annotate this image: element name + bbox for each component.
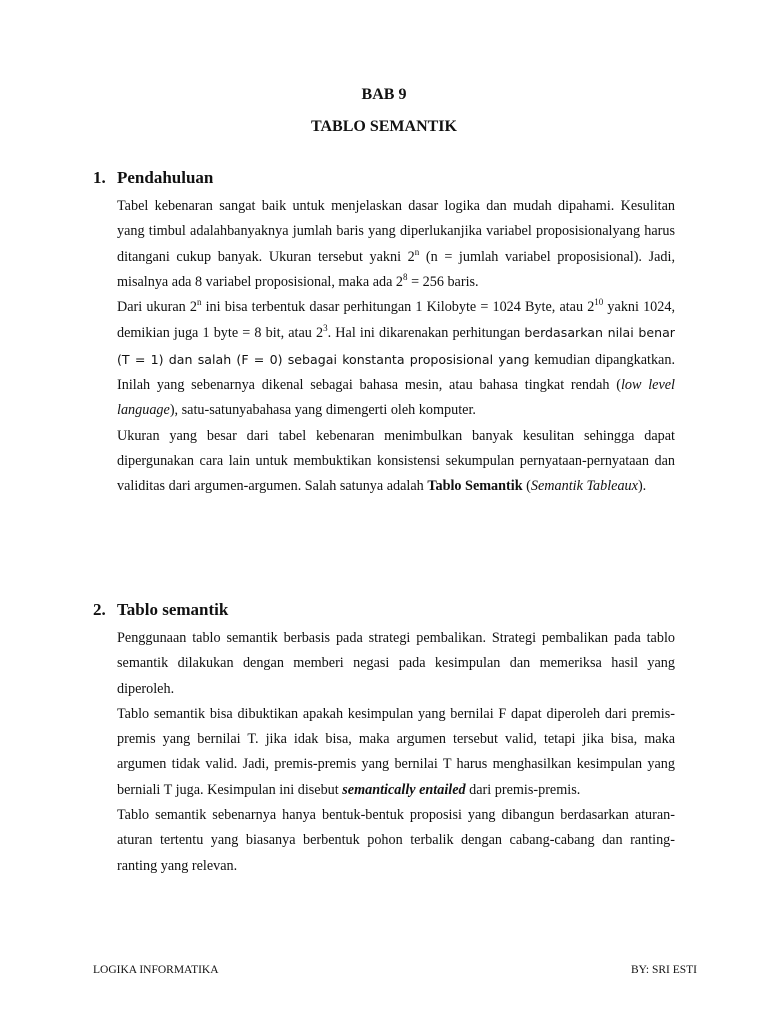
section-1-paragraph-3 xyxy=(117,424,675,500)
text-run-bold-italic: semantically entailed xyxy=(342,781,466,798)
text-run: yakni 1024, demikian juga 1 byte = 8 bit, atau 2 xyxy=(117,299,675,342)
footer-left: LOGIKA INFORMATIKA xyxy=(93,964,219,976)
section-2-paragraph-3: Tablo semantik sebenarnya hanya bentuk-bentuk proposisi yang dibangun berdasarkan aturan-aturan tertentu yang biasanya berbentuk pohon terbalik dengan cabang-cabang dan ranting-ranting yang relevan. xyxy=(117,807,675,874)
section-1-paragraph-2 xyxy=(117,295,675,423)
text-run-italic: low level language xyxy=(117,377,675,419)
section-2-body xyxy=(117,626,675,879)
text-run: ( xyxy=(522,478,531,495)
chapter-title: TABLO SEMANTIK xyxy=(311,118,457,135)
text-run: Ukuran yang besar dari tabel kebenaran menimbulkan banyak kesulitan sehingga dapat dipergunakan cara lain untuk membuktikan konsistensi sekumpulan pernyataan-pernyataan dan validitas dari argumen-argumen. Salah satunya adalah xyxy=(117,427,675,495)
text-run: Dari ukuran 2 xyxy=(117,299,197,316)
superscript: 8 xyxy=(403,271,408,282)
text-run: Tablo semantik bisa dibuktikan apakah kesimpulan yang bernilai F dapat diperoleh dari premis-premis yang bernilai T. jika idak bisa, maka argumen tersebut valid, tetapi jika bisa, maka argumen tidak valid. Jadi, premis-premis yang bernilai T harus menghasilkan kesimpulan yang berniali T juga. Kesimpulan ini disebut xyxy=(117,705,675,798)
section-1-paragraph-1 xyxy=(117,194,675,295)
section-1-title: Pendahuluan xyxy=(117,168,214,187)
section-1-number: 1. xyxy=(93,168,106,187)
text-run-bold: Tablo Semantik xyxy=(427,478,523,495)
text-run: = 256 baris. xyxy=(407,273,479,290)
section-2-heading xyxy=(93,600,228,620)
section-1-heading xyxy=(93,168,213,188)
text-run-sans: berdasarkan nilai benar (T = 1) dan salah (F = 0) sebagai konstanta proposisional yang xyxy=(117,325,675,367)
chapter-number: BAB 9 xyxy=(361,86,407,103)
text-run: (n = jumlah variabel proposisional). Jadi, misalnya ada 8 variabel proposisional, maka ada 2 xyxy=(117,248,675,290)
section-2-title: Tablo semantik xyxy=(117,600,229,619)
superscript: n xyxy=(196,297,202,308)
footer-right: BY: SRI ESTI xyxy=(630,964,697,976)
superscript: 10 xyxy=(594,297,604,308)
text-run: ), satu-satunyabahasa yang dimengerti oleh komputer. xyxy=(169,402,476,419)
superscript: n xyxy=(414,246,420,257)
text-run: ). xyxy=(637,478,647,495)
section-1-body xyxy=(117,194,675,500)
text-run: dari premis-premis. xyxy=(465,781,581,798)
text-run: . Hal ini dikarenakan perhitungan xyxy=(327,325,525,342)
section-2-number: 2. xyxy=(93,600,106,619)
text-run: Tabel kebenaran sangat baik untuk menjelaskan dasar logika dan mudah dipahami. Kesulitan yang timbul adalahbanyaknya jumlah baris yang diperlukanjika variabel proposisionalyang harus ditangani cukup banyak. Ukuran tersebut yakni 2 xyxy=(117,198,675,265)
section-2-paragraph-2 xyxy=(117,702,675,803)
section-2-paragraph-1: Penggunaan tablo semantik berbasis pada strategi pembalikan. Strategi pembalikan pada tablo semantik dilakukan dengan memberi negasi pada kesimpulan dan memeriksa hasil yang diperoleh. xyxy=(117,630,675,697)
text-run-italic: Semantik Tableaux xyxy=(530,478,638,495)
superscript: 3 xyxy=(323,323,328,334)
text-run: ini bisa terbentuk dasar perhitungan 1 Kilobyte = 1024 Byte, atau 2 xyxy=(201,299,595,316)
text-run: kemudian dipangkatkan. Inilah yang sebenarnya dikenal sebagai bahasa mesin, atau bahasa tingkat rendah ( xyxy=(117,351,675,394)
